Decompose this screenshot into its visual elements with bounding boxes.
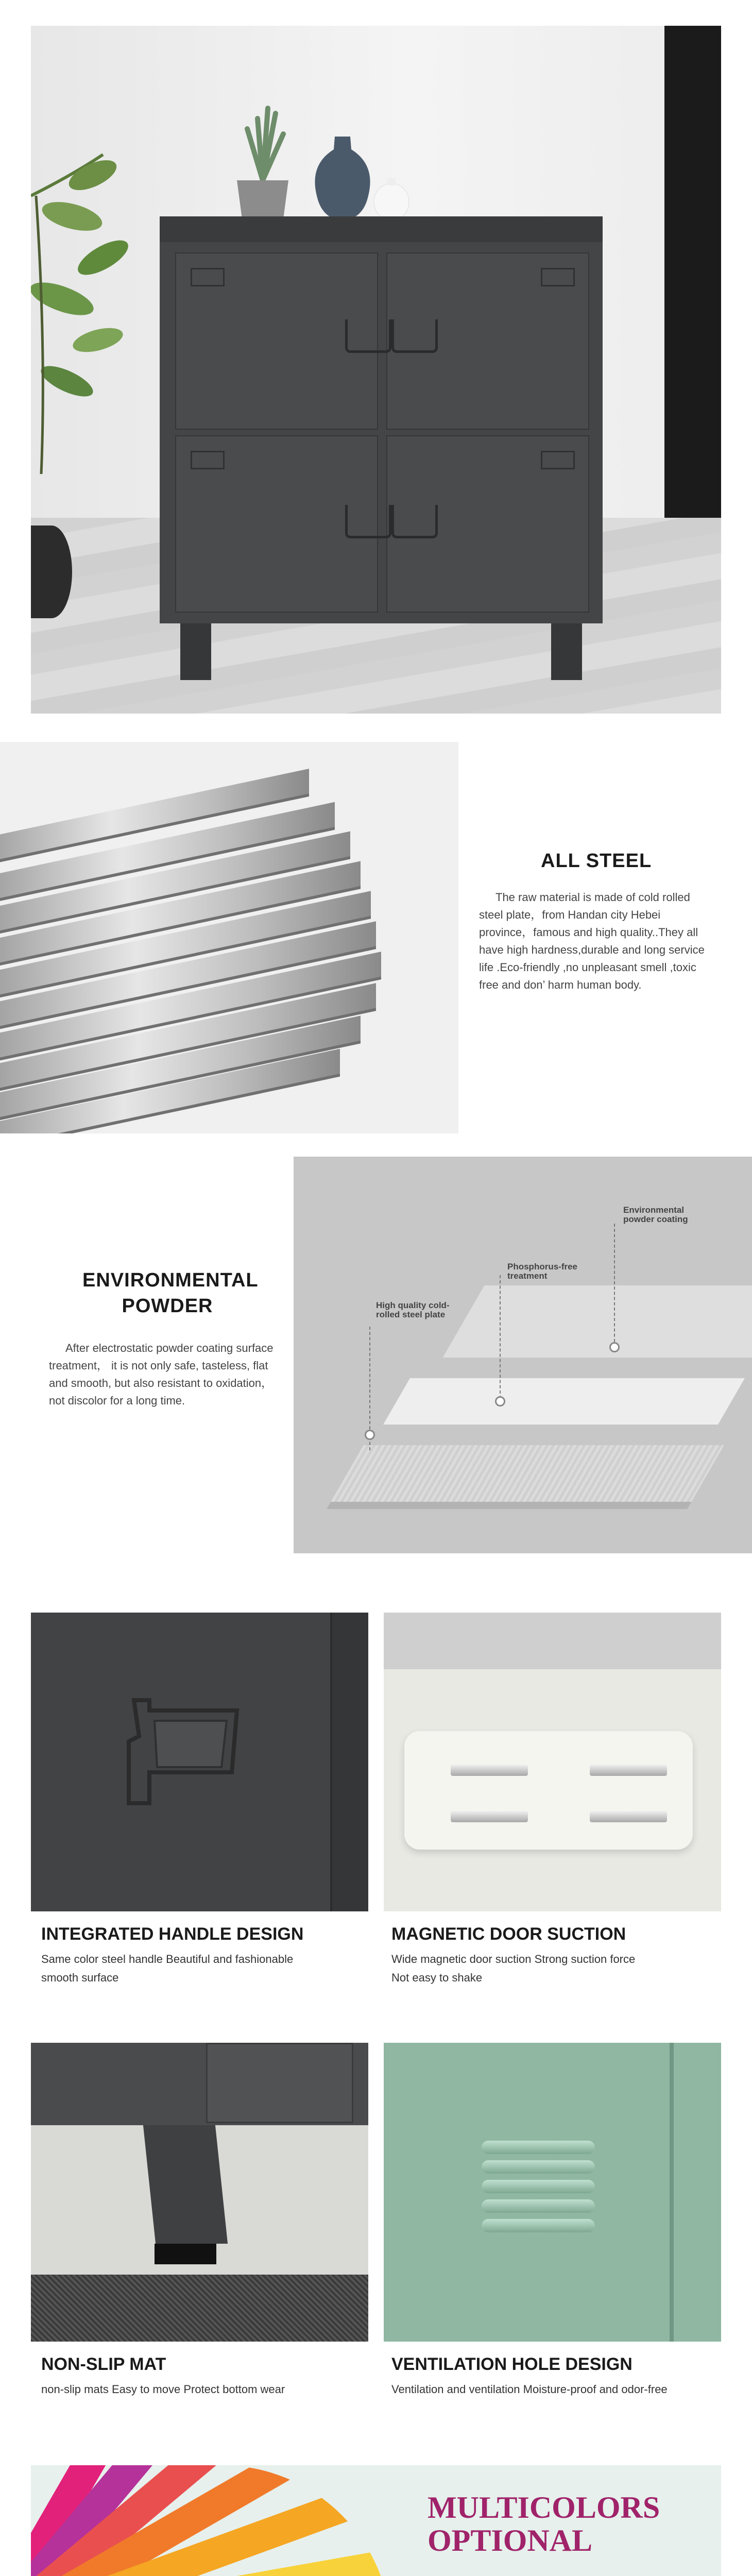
section-title-environmental-powder (82, 1267, 259, 1319)
plant-icon (31, 144, 134, 474)
paintbrush-icon (41, 2568, 258, 2576)
label-environmental-powder-coating: Environmental powder coating (623, 1205, 688, 1224)
handle-detail-image (31, 1613, 368, 1911)
powder-coating-layers-image (294, 1157, 752, 1553)
non-slip-mat-image (31, 2043, 368, 2342)
feature-text: Wide magnetic door suction Strong suction force Not easy to shake (391, 1953, 636, 1984)
steel-plate-layer (327, 1445, 724, 1509)
label-phosphorus-free: Phosphorus-free treatment (507, 1262, 578, 1281)
steel-sheets-image (0, 742, 458, 1133)
cabinet-leg (551, 623, 582, 680)
label-steel-plate: High quality cold- rolled steel plate (376, 1300, 450, 1319)
feature-title: MAGNETIC DOOR SUCTION (391, 1924, 626, 1944)
handle-icon (391, 505, 438, 538)
color-fan-image (31, 2465, 391, 2576)
magnetic-suction-image (384, 1613, 721, 1911)
handle-icon (391, 319, 438, 353)
section-title-all-steel: ALL STEEL (541, 850, 652, 872)
hero-cabinet-image (31, 26, 721, 714)
ventilation-hole-image (384, 2043, 721, 2342)
dark-wall-panel (664, 26, 721, 541)
feature-text: non-slip mats Easy to move Protect bottom wear (41, 2383, 285, 2396)
environmental-powder-description: After electrostatic powder coating surface treatment， it is not only safe, tasteless, flat and smooth, but also resistant to oxidation，not discolor for a long time. (49, 1342, 274, 1407)
metal-cabinet (160, 216, 603, 680)
title-line: ENVIRONMENTAL (82, 1269, 259, 1291)
multicolor-title (428, 2491, 660, 2557)
title-line: OPTIONAL (428, 2523, 593, 2557)
all-steel-description: The raw material is made of cold rolled steel plate，from Handan city Hebei province，famous and high quality..They all have high hardness,durable and long service life .Eco-friendly ,no unpleasant smell ,toxic free and don’ harm human body. (479, 891, 705, 991)
white-vase-icon (371, 175, 412, 222)
feature-title: VENTILATION HOLE DESIGN (391, 2354, 633, 2374)
title-line: POWDER (122, 1295, 213, 1317)
feature-title: INTEGRATED HANDLE DESIGN (41, 1924, 304, 1944)
feature-text: Same color steel handle Beautiful and fashionable smooth surface (41, 1953, 294, 1984)
succulent-pot-icon (227, 98, 299, 222)
plant-pot (31, 526, 72, 618)
feature-title: NON-SLIP MAT (41, 2354, 166, 2374)
cabinet-leg (180, 623, 211, 680)
multicolor-banner (31, 2465, 721, 2576)
label-holder-icon (191, 451, 225, 469)
label-holder-icon (541, 268, 575, 286)
handle-icon (345, 505, 391, 538)
handle-icon (118, 1680, 252, 1814)
powder-layer (443, 1285, 752, 1358)
phosphorus-layer (383, 1378, 745, 1425)
feature-text: Ventilation and ventilation Moisture-proof and odor-free (391, 2383, 668, 2396)
label-holder-icon (191, 268, 225, 286)
handle-icon (345, 319, 391, 353)
label-holder-icon (541, 451, 575, 469)
blue-vase-icon (309, 134, 376, 222)
title-line: MULTICOLORS (428, 2490, 660, 2524)
